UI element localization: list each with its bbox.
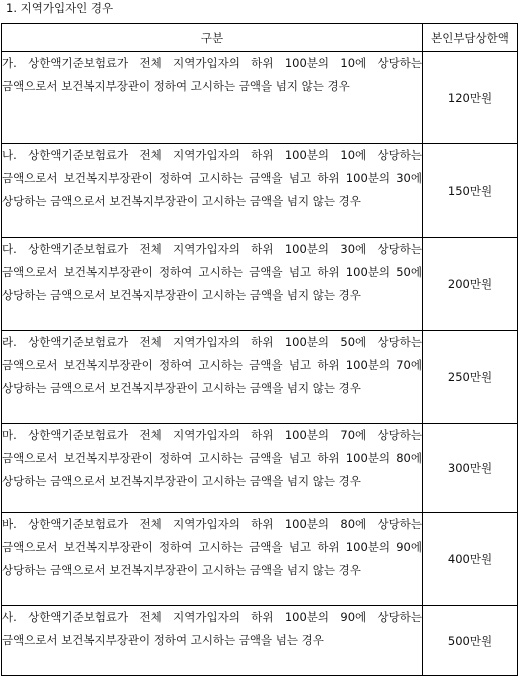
table-header-row xyxy=(2,24,518,52)
limit-cell: 150만원 xyxy=(423,144,518,238)
table-row xyxy=(2,52,518,144)
condition-cell: 다. 상한액기준보험료가 전체 지역가입자의 하위 100분의 30에 상당하는 금액으로서 보건복지부장관이 정하여 고시하는 금액을 넘고 하위 100분의 50에 상당하는 금액으로서 보건복지부장관이 고시하는 금액을 넘지 않는 경우 xyxy=(2,238,423,331)
condition-cell: 가. 상한액기준보험료가 전체 지역가입자의 하위 100분의 10에 상당하는 금액으로서 보건복지부장관이 정하여 고시하는 금액을 넘지 않는 경우 xyxy=(2,52,423,144)
table-row xyxy=(2,606,518,676)
limit-cell: 200만원 xyxy=(423,238,518,331)
table-row xyxy=(2,238,518,331)
table-row xyxy=(2,144,518,238)
header-condition: 구분 xyxy=(2,24,423,52)
table-row xyxy=(2,331,518,424)
table-row xyxy=(2,424,518,513)
copayment-limit-table xyxy=(1,23,518,676)
limit-cell: 250만원 xyxy=(423,331,518,424)
section-heading: 1. 지역가입자인 경우 xyxy=(6,1,114,15)
limit-cell: 400만원 xyxy=(423,513,518,606)
condition-cell: 바. 상한액기준보험료가 전체 지역가입자의 하위 100분의 80에 상당하는 금액으로서 보건복지부장관이 정하여 고시하는 금액을 넘고 하위 100분의 90에 상당하는 금액으로서 보건복지부장관이 고시하는 금액을 넘지 않는 경우 xyxy=(2,513,423,606)
condition-cell: 라. 상한액기준보험료가 전체 지역가입자의 하위 100분의 50에 상당하는 금액으로서 보건복지부장관이 정하여 고시하는 금액을 넘고 하위 100분의 70에 상당하는 금액으로서 보건복지부장관이 고시하는 금액을 넘지 않는 경우 xyxy=(2,331,423,424)
limit-cell: 120만원 xyxy=(423,52,518,144)
condition-cell: 나. 상한액기준보험료가 전체 지역가입자의 하위 100분의 10에 상당하는 금액으로서 보건복지부장관이 정하여 고시하는 금액을 넘고 하위 100분의 30에 상당하는 금액으로서 보건복지부장관이 고시하는 금액을 넘지 않는 경우 xyxy=(2,144,423,238)
condition-cell: 사. 상한액기준보험료가 전체 지역가입자의 하위 100분의 90에 상당하는 금액으로서 보건복지부장관이 정하여 고시하는 금액을 넘는 경우 xyxy=(2,606,423,676)
limit-cell: 300만원 xyxy=(423,424,518,513)
limit-cell: 500만원 xyxy=(423,606,518,676)
table-row xyxy=(2,513,518,606)
condition-cell: 마. 상한액기준보험료가 전체 지역가입자의 하위 100분의 70에 상당하는 금액으로서 보건복지부장관이 정하여 고시하는 금액을 넘고 하위 100분의 80에 상당하는 금액으로서 보건복지부장관이 고시하는 금액을 넘지 않는 경우 xyxy=(2,424,423,513)
header-copayment-limit: 본인부담상한액 xyxy=(423,24,518,52)
